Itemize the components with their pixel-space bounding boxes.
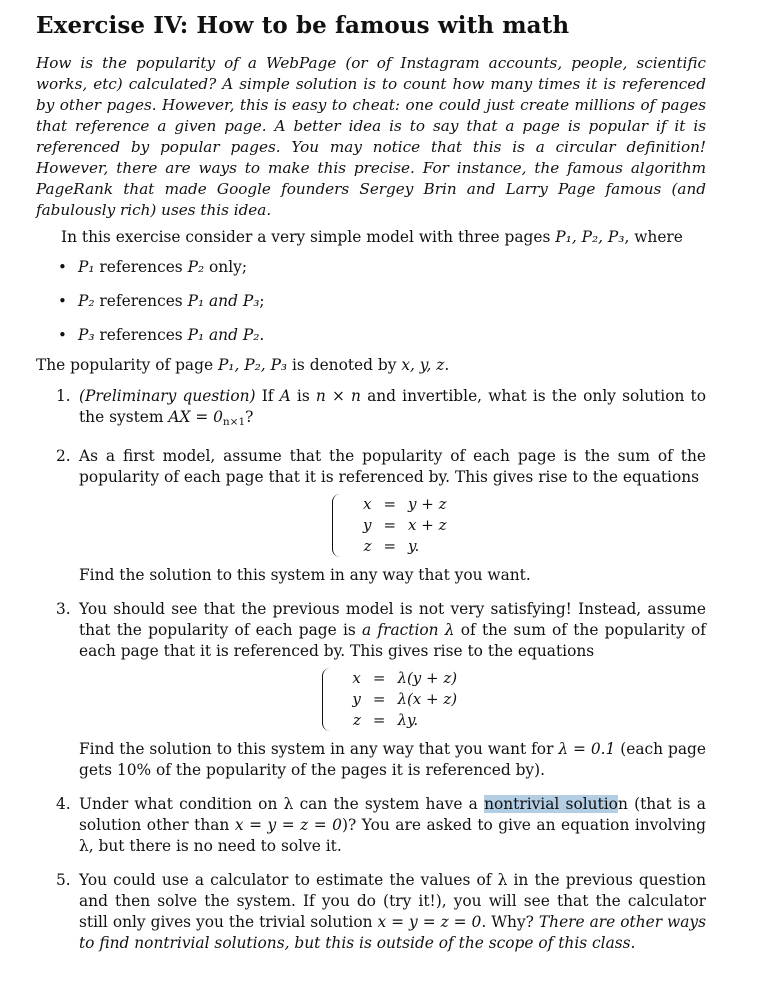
intro-paragraph <box>36 227 706 248</box>
question-number: 4. <box>56 795 71 813</box>
q3-emphasis: a fraction λ <box>362 621 455 639</box>
eq-op: = <box>383 516 397 534</box>
q4-text-a: Under what condition on λ can the system have a <box>79 795 485 813</box>
q1-text-a: If <box>255 387 280 405</box>
q1-matrix: A <box>279 387 291 405</box>
bullet-text: references <box>94 326 188 344</box>
list-item <box>36 325 706 346</box>
q1-text-c: and invertible, what is the only solution to the system <box>79 387 706 426</box>
eq-lhs: x <box>363 495 372 513</box>
eq-lhs: z <box>352 711 361 729</box>
q3-after-equation: λ = 0.1 <box>558 740 616 758</box>
left-brace <box>322 668 333 731</box>
equation-row <box>339 668 463 689</box>
q5-emphasis: There are other ways to find nontrivial solutions, but this is outside of the scope of this class. <box>79 913 706 952</box>
equation-table <box>349 494 452 557</box>
q3-after-a: Find the solution to this system in any way that you want for <box>79 740 559 758</box>
q3-text-a: You should see that the previous model is not very satisfying! Instead, assume that the popularity of each page is <box>79 600 706 639</box>
q2-after: Find the solution to this system in any way that you want. <box>79 566 531 584</box>
eq-rhs: λy. <box>397 711 419 729</box>
list-item <box>36 257 706 278</box>
q1-tail: ? <box>245 408 254 426</box>
eq-op: = <box>372 711 386 729</box>
bullet-targets: P₂ <box>187 258 205 276</box>
popularity-paragraph <box>36 355 706 376</box>
bullet-tail: . <box>259 326 265 344</box>
bullet-text: references <box>94 258 188 276</box>
q4-equation: x = y = z = 0 <box>234 816 342 834</box>
intro-tail: , where <box>624 228 683 246</box>
eq-lhs: y <box>352 690 361 708</box>
bullet-targets: P₁ and P₂ <box>187 326 260 344</box>
question-4 <box>36 794 706 857</box>
q4-text-b: n (that is a solution other than <box>79 795 706 834</box>
q3-after-b: (each page gets 10% of the popularity of the pages it is referenced by). <box>79 740 706 779</box>
q3-after <box>79 739 706 781</box>
eq-op: = <box>383 537 397 555</box>
bullet-page: P₃ <box>78 326 95 344</box>
q1-label: (Preliminary question) <box>79 387 256 405</box>
eq-rhs: λ(x + z) <box>397 690 458 708</box>
bullet-tail: only; <box>204 258 247 276</box>
equation-row <box>349 536 452 557</box>
bullet-page: P₁ <box>78 258 95 276</box>
exercise-page <box>36 12 706 967</box>
q3-text-b: of the sum of the popularity of each page that it is referenced by. This gives rise to the equations <box>79 621 706 660</box>
q1-text-b: is <box>290 387 316 405</box>
eq-rhs: y. <box>408 537 420 555</box>
equation-system <box>79 668 706 731</box>
list-item <box>36 291 706 312</box>
left-brace <box>332 494 343 557</box>
text-selection-highlight[interactable]: nontrivial solutio <box>484 795 618 813</box>
q5-text-b: . Why? <box>481 913 539 931</box>
eq-lhs: z <box>363 537 372 555</box>
eq-lhs: x <box>352 669 361 687</box>
q2-text: As a first model, assume that the popularity of each page is the sum of the popularity of each page that it is referenced by. This gives rise to the equations <box>79 447 706 486</box>
bullet-text: references <box>94 292 188 310</box>
eq-op: = <box>372 690 386 708</box>
q5-equation: x = y = z = 0 <box>377 913 482 931</box>
equation-row <box>339 689 463 710</box>
q1-dims: n × n <box>315 387 361 405</box>
eq-op: = <box>383 495 397 513</box>
equation-row <box>349 515 452 536</box>
bullet-page: P₂ <box>78 292 95 310</box>
equation-row <box>339 710 463 731</box>
abstract-paragraph: How is the popularity of a WebPage (or of Instagram accounts, people, scientific works, etc) calculated? A simple solution is to count how many times it is referenced by other pages. However, this is easy to cheat: one could just create millions of pages that reference a given page. A better idea is to say that a page is popular if it is referenced by popular pages. You may notice that this is a circular definition! However, there are ways to make this precise. For instance, the famous algorithm PageRank that made Google founders Sergey Brin and Larry Page famous (and fabulously rich) uses this idea. <box>36 54 706 219</box>
popularity-mid: is denoted by <box>287 356 402 374</box>
popularity-text: The popularity of page <box>36 356 218 374</box>
eq-rhs: y + z <box>408 495 447 513</box>
exercise-title: Exercise IV: How to be famous with math <box>36 12 570 39</box>
eq-op: = <box>372 669 386 687</box>
intro-text: In this exercise consider a very simple model with three pages <box>61 228 556 246</box>
eq-rhs: λ(y + z) <box>397 669 458 687</box>
question-number: 5. <box>56 871 71 889</box>
question-1 <box>36 386 706 433</box>
q5-text-a: You could use a calculator to estimate the values of λ in the previous question and then solve the system. If you do (try it!), you will see that the calculator still only gives you the trivial solution <box>79 871 706 931</box>
equation-row <box>349 494 452 515</box>
popularity-pages: P₁, P₂, P₃ <box>217 356 288 374</box>
intro-pages: P₁, P₂, P₃ <box>555 228 625 246</box>
question-list <box>36 386 706 954</box>
q1-equation-subscript: n×1 <box>222 416 246 428</box>
question-5 <box>36 870 706 954</box>
question-2 <box>36 446 706 586</box>
question-number: 1. <box>56 387 71 405</box>
eq-rhs: x + z <box>408 516 447 534</box>
question-number: 3. <box>56 600 71 618</box>
equation-table <box>339 668 463 731</box>
q4-text-c: )? You are asked to give an equation involving λ, but there is no need to solve it. <box>79 816 706 855</box>
q1-equation: AX = 0 <box>168 408 223 426</box>
popularity-tail: . <box>444 356 450 374</box>
eq-lhs: y <box>362 516 372 534</box>
popularity-vars: x, y, z <box>401 356 445 374</box>
bullet-targets: P₁ and P₃ <box>187 292 260 310</box>
bullet-tail: ; <box>259 292 265 310</box>
question-number: 2. <box>56 447 71 465</box>
reference-list <box>36 257 706 346</box>
question-3 <box>36 599 706 781</box>
equation-system <box>79 494 706 557</box>
